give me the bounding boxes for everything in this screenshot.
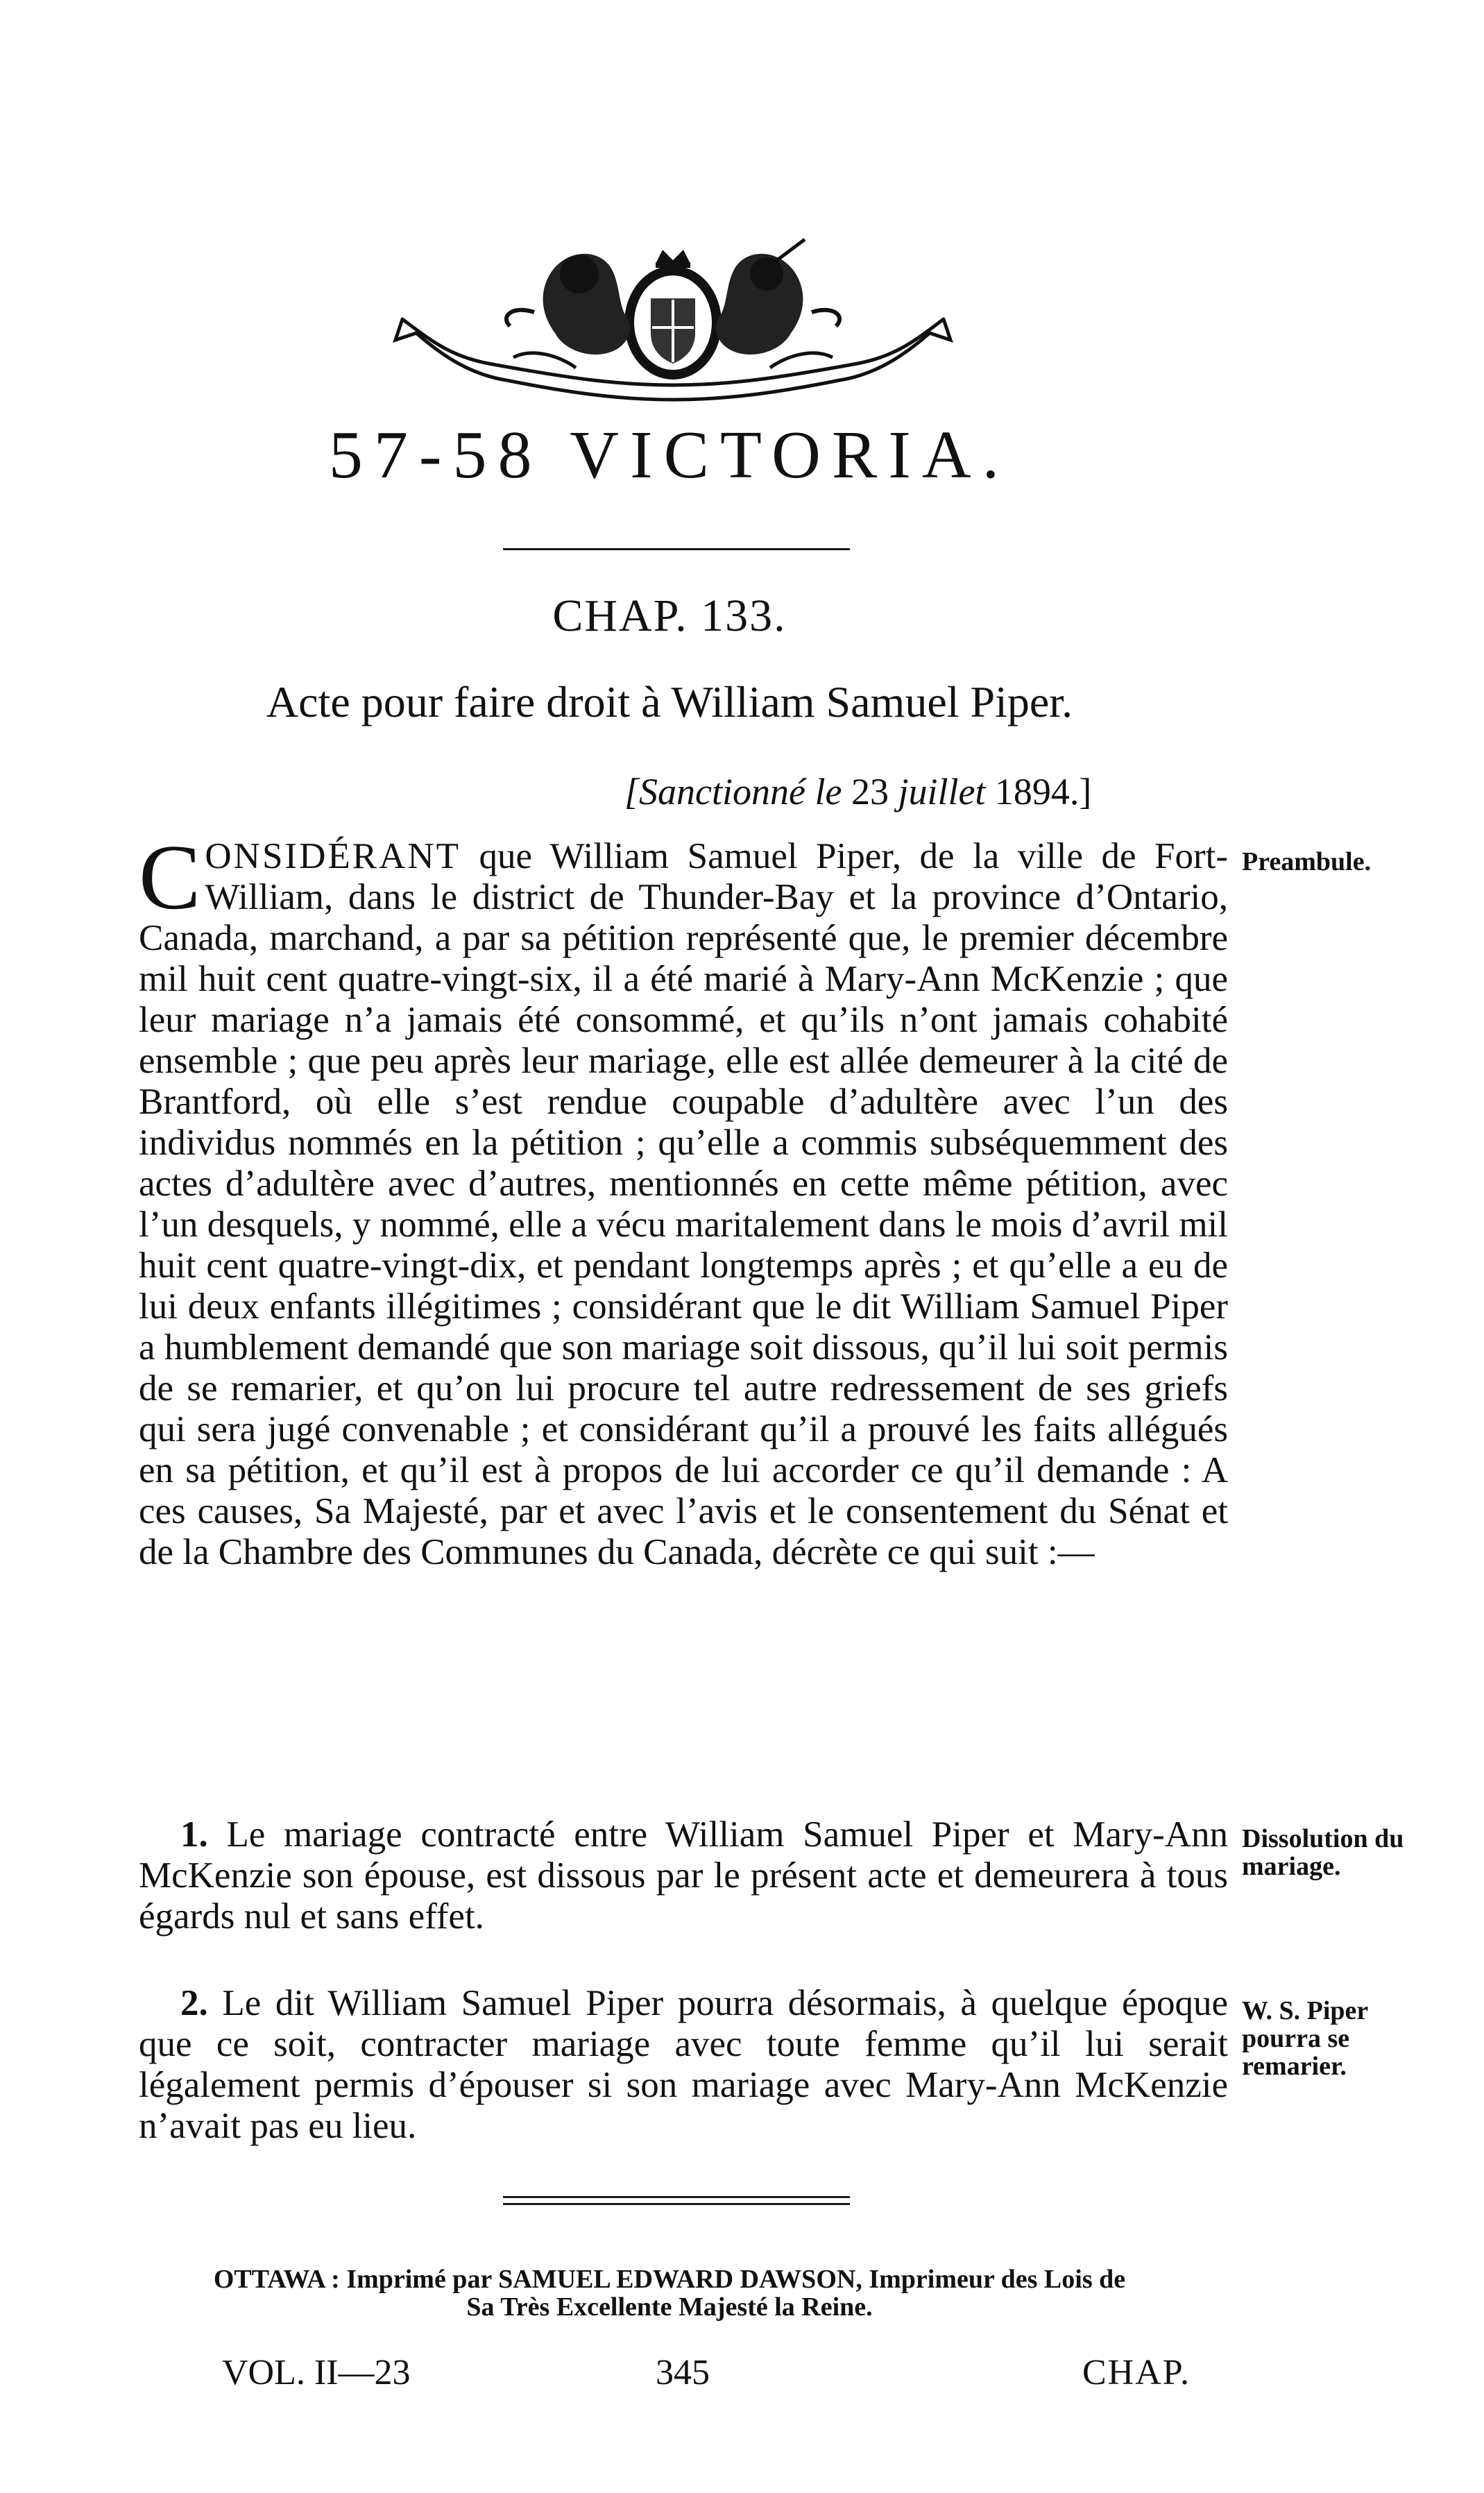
marginal-note-section-1 — [1242, 1825, 1404, 1880]
sanction-prefix: [Sanctionné le — [624, 771, 842, 812]
chapter-number: CHAP. 133. — [552, 590, 787, 641]
sanction-date — [624, 770, 1091, 813]
printer-imprint — [0, 2265, 1339, 2321]
marginal-line: W. S. Piper — [1242, 1996, 1369, 2025]
marginal-line: mariage. — [1242, 1852, 1341, 1881]
section-2 — [139, 1983, 1228, 2147]
marginal-note-section-2 — [1242, 1997, 1368, 2080]
section-number: 1. — [180, 1814, 208, 1855]
section-text: Le mariage contracté entre William Samuel Piper et Mary-Ann McKenzie son épouse, est dissous par le présent acte et demeurera à tous égards nul et sans effet. — [139, 1814, 1228, 1937]
imprint-line: Sa Très Excellente Majesté la Reine. — [466, 2292, 873, 2322]
page-number: 345 — [656, 2353, 710, 2392]
regnal-year-heading: 57-58 VICTORIA. — [328, 418, 1011, 493]
catchword: CHAP. — [1082, 2353, 1191, 2392]
sanction-month: juillet — [898, 771, 986, 812]
heading-rule — [503, 548, 850, 550]
volume-signature: VOL. II—23 — [222, 2353, 411, 2392]
imprint-line: OTTAWA : Imprimé par SAMUEL EDWARD DAWSON, Imprimeur des Lois de — [213, 2265, 1126, 2294]
preamble-first-word: ONSIDÉRANT — [205, 836, 461, 876]
end-rule — [503, 2196, 850, 2198]
royal-coat-of-arms-icon — [389, 236, 957, 409]
section-text: Le dit William Samuel Piper pourra désormais, à quelque époque que ce soit, contracter mariage avec toute femme qu’il lui serait légalement permis d’épouser si son mariage avec Mary-Ann McKenzie n’avait pas eu lieu. — [139, 1983, 1229, 2146]
drop-cap: C — [139, 826, 201, 928]
end-rule — [503, 2203, 850, 2205]
preamble-paragraph — [139, 826, 1229, 1573]
act-title: Acte pour faire droit à William Samuel Piper. — [266, 677, 1073, 726]
section-number: 2. — [180, 1983, 208, 2023]
sanction-day: 23 — [851, 771, 889, 812]
preamble-text: que William Samuel Piper, de la ville de Fort-William, dans le district de Thunder-Bay et la province d’Ontario, Canada, marchand, a par sa pétition représenté que, le premier décembre mil huit cent quatre-vingt-six, il a été marié à Mary-Ann McKenzie ; que leur mariage n’a jamais été consommé, et qu’ils n’ont jamais cohabité ensemble ; que peu après leur mariage, elle est allée demeurer à la cité de Brantford, où elle s’est rendue coupable d’adultère avec l’un des individus nommés en la pétition ; qu’elle a commis subséquemment des actes d’adultère avec d’autres, mentionnés en cette même pétition, avec l’un desquels, y nommé, elle a vécu maritalement dans le mois d’avril mil huit cent quatre-vingt-dix, et pendant longtemps après ; et qu’elle a eu de lui deux enfants illégitimes ; considérant que le dit William Samuel Piper a humblement demandé que son mariage soit dissous, qu’il lui soit permis de se remarier, et qu’on lui procure tel autre redressement de ses griefs qui sera jugé convenable ; et considérant qu’il a prouvé les faits allégués en sa pétition, et qu’il est à propos de lui accorder ce qu’il demande : A ces causes, Sa Majesté, par et avec l’avis et le consentement du Sénat et de la Chambre des Communes du Canada, décrète ce qui suit :— — [139, 836, 1229, 1572]
sanction-year: 1894.] — [994, 771, 1092, 812]
marginal-note-preamble: Preambule. — [1242, 847, 1372, 876]
section-1 — [139, 1814, 1228, 1937]
marginal-line: Dissolution du — [1242, 1824, 1404, 1853]
marginal-line: remarier. — [1242, 2052, 1347, 2081]
marginal-line: pourra se — [1242, 2024, 1350, 2053]
